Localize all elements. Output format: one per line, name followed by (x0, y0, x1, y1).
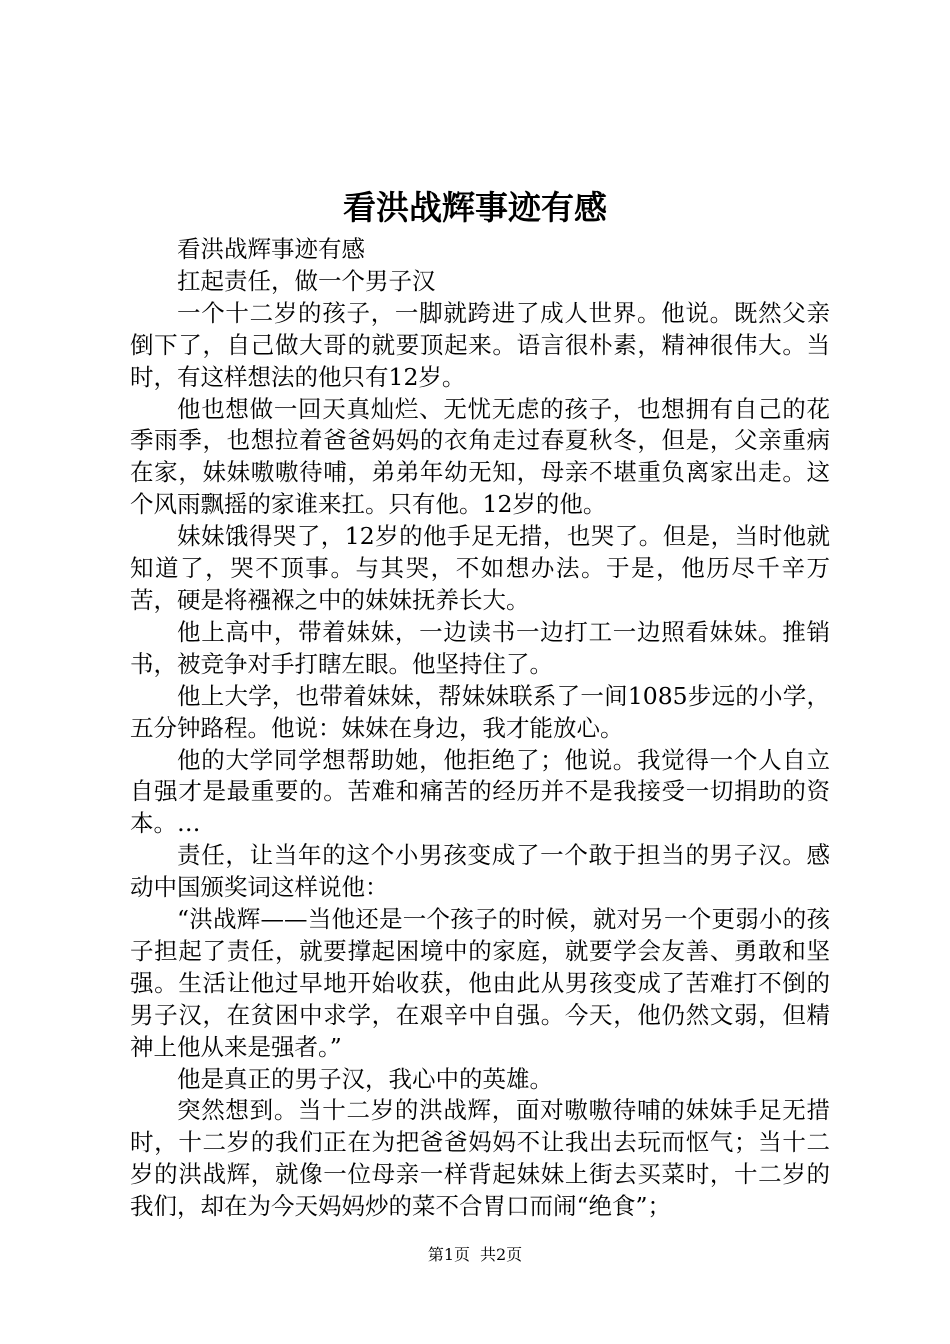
page-number-total: 共2页 (480, 1245, 523, 1264)
page-footer (0, 1244, 950, 1266)
paragraph: 他是真正的男子汉，我心中的英雄。 (177, 1064, 553, 1093)
paragraph: 责任，让当年的这个小男孩变成了一个敢于担当的男子汉。感动中国颁奖词这样说他： (130, 841, 830, 902)
page-number-current: 第1页 (427, 1245, 470, 1264)
paragraph: 他上大学，也带着妹妹，帮妹妹联系了一间1085步远的小学，五分钟路程。他说：妹妹在身边，我才能放心。 (130, 681, 830, 742)
paragraph: 他的大学同学想帮助她，他拒绝了；他说。我觉得一个人自立自强才是最重要的。苦难和痛苦的经历并不是我接受一切捐助的资本。… (130, 745, 830, 838)
paragraph-heading: 扛起责任，做一个男子汉 (177, 266, 436, 295)
paragraph: 他也想做一回天真灿烂、无忧无虑的孩子，也想拥有自己的花季雨季，也想拉着爸爸妈妈的衣角走过春夏秋冬，但是，父亲重病在家，妹妹嗷嗷待哺，弟弟年幼无知，母亲不堪重负离家出走。这个风雨飘摇的家谁来扛。只有他。12岁的他。 (130, 394, 830, 519)
paragraph: 突然想到。当十二岁的洪战辉，面对嗷嗷待哺的妹妹手足无措时，十二岁的我们正在为把爸爸妈妈不让我出去玩而怄气；当十二岁的洪战辉，就像一位母亲一样背起妹妹上街去买菜时，十二岁的我们，却在为今天妈妈炒的菜不合胃口而闹“绝食”； (130, 1096, 830, 1221)
document-title: 看洪战辉事迹有感 (343, 188, 607, 227)
paragraph: 妹妹饿得哭了，12岁的他手足无措，也哭了。但是，当时他就知道了，哭不顶事。与其哭，不如想办法。于是，他历尽千辛万苦，硬是将襁褓之中的妹妹抚养长大。 (130, 522, 830, 614)
paragraph-subtitle: 看洪战辉事迹有感 (177, 235, 365, 263)
paragraph: 他上高中，带着妹妹，一边读书一边打工一边照看妹妹。推销书，被竞争对手打瞎左眼。他坚持住了。 (130, 617, 830, 678)
document-body (130, 234, 830, 1223)
paragraph: 一个十二岁的孩子，一脚就跨进了成人世界。他说。既然父亲倒下了，自己做大哥的就要顶起来。语言很朴素，精神很伟大。当时，有这样想法的他只有12岁。 (130, 298, 830, 391)
paragraph-quote: “洪战辉——当他还是一个孩子的时候，就对另一个更弱小的孩子担起了责任，就要撑起困境中的家庭，就要学会友善、勇敢和坚强。生活让他过早地开始收获，他由此从男孩变成了苦难打不倒的男子汉，在贫困中求学，在艰辛中自强。今天，他仍然文弱，但精神上他从来是强者。” (130, 905, 830, 1061)
